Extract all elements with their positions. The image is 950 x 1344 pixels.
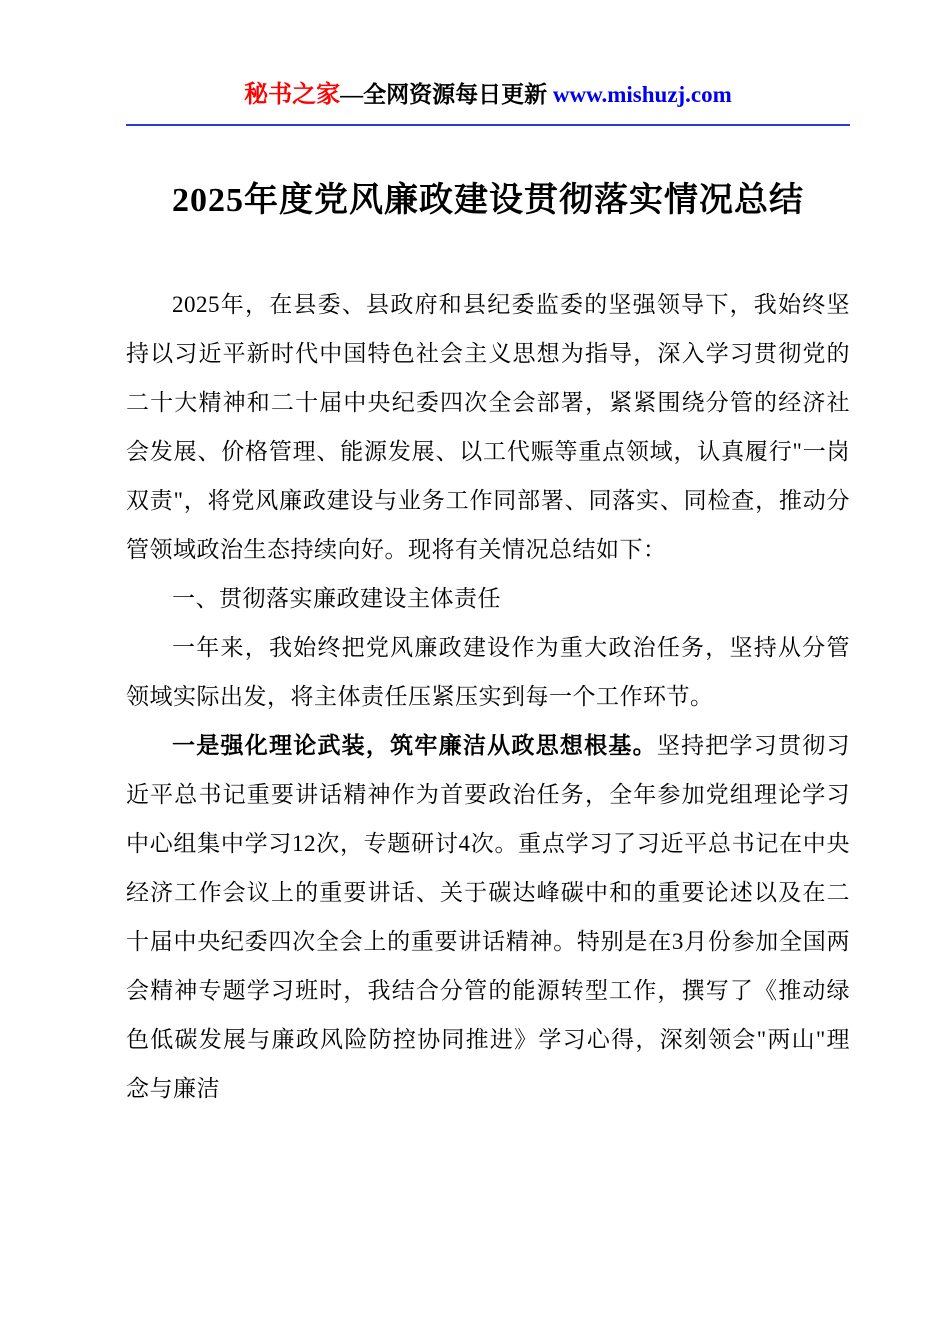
paragraph-run: 一、贯彻落实廉政建设主体责任 [172,586,501,611]
site-url-link[interactable]: www.mishuzj.com [552,82,732,107]
paragraph-run: 坚持把学习贯彻习近平总书记重要讲话精神作为首要政治任务，全年参加党组理论学习中心组集中学习12次，专题研讨4次。重点学习了习近平总书记在中央经济工作会议上的重要讲话、关于碳达峰碳中和的重要论述以及在二十届中央纪委四次全会上的重要讲话精神。特别是在3月份参加全国两会精神专题学习班时，我结合分管的能源转型工作，撰写了《推动绿色低碳发展与廉政风险防控协同推进》学习心得，深刻领会"两山"理念与廉洁 [126,733,851,1101]
paragraph [126,623,850,721]
paragraph [126,574,850,623]
document-title: 2025年度党风廉政建设贯彻落实情况总结 [172,182,804,219]
site-header [126,80,850,110]
paragraph [126,721,850,1113]
header-divider [126,124,850,126]
paragraph [126,280,850,574]
document-body [126,280,850,1113]
site-name: 秘书之家 [244,82,341,108]
paragraph-run: 一年来，我始终把党风廉政建设作为重大政治任务，坚持从分管领域实际出发，将主体责任压紧压实到每一个工作环节。 [126,635,850,709]
paragraph-run: 2025年，在县委、县政府和县纪委监委的坚强领导下，我始终坚持以习近平新时代中国特色社会主义思想为指导，深入学习贯彻党的二十大精神和二十届中央纪委四次全会部署，紧紧围绕分管的经济社会发展、价格管理、能源发展、以工代赈等重点领域，认真履行"一岗双责"，将党风廉政建设与业务工作同部署、同落实、同检查，推动分管领域政治生态持续向好。现将有关情况总结如下： [126,292,850,562]
paragraph-run-bold: 一是强化理论武装，筑牢廉洁从政思想根基。 [172,733,657,758]
site-tagline: —全网资源每日更新 [340,82,553,107]
